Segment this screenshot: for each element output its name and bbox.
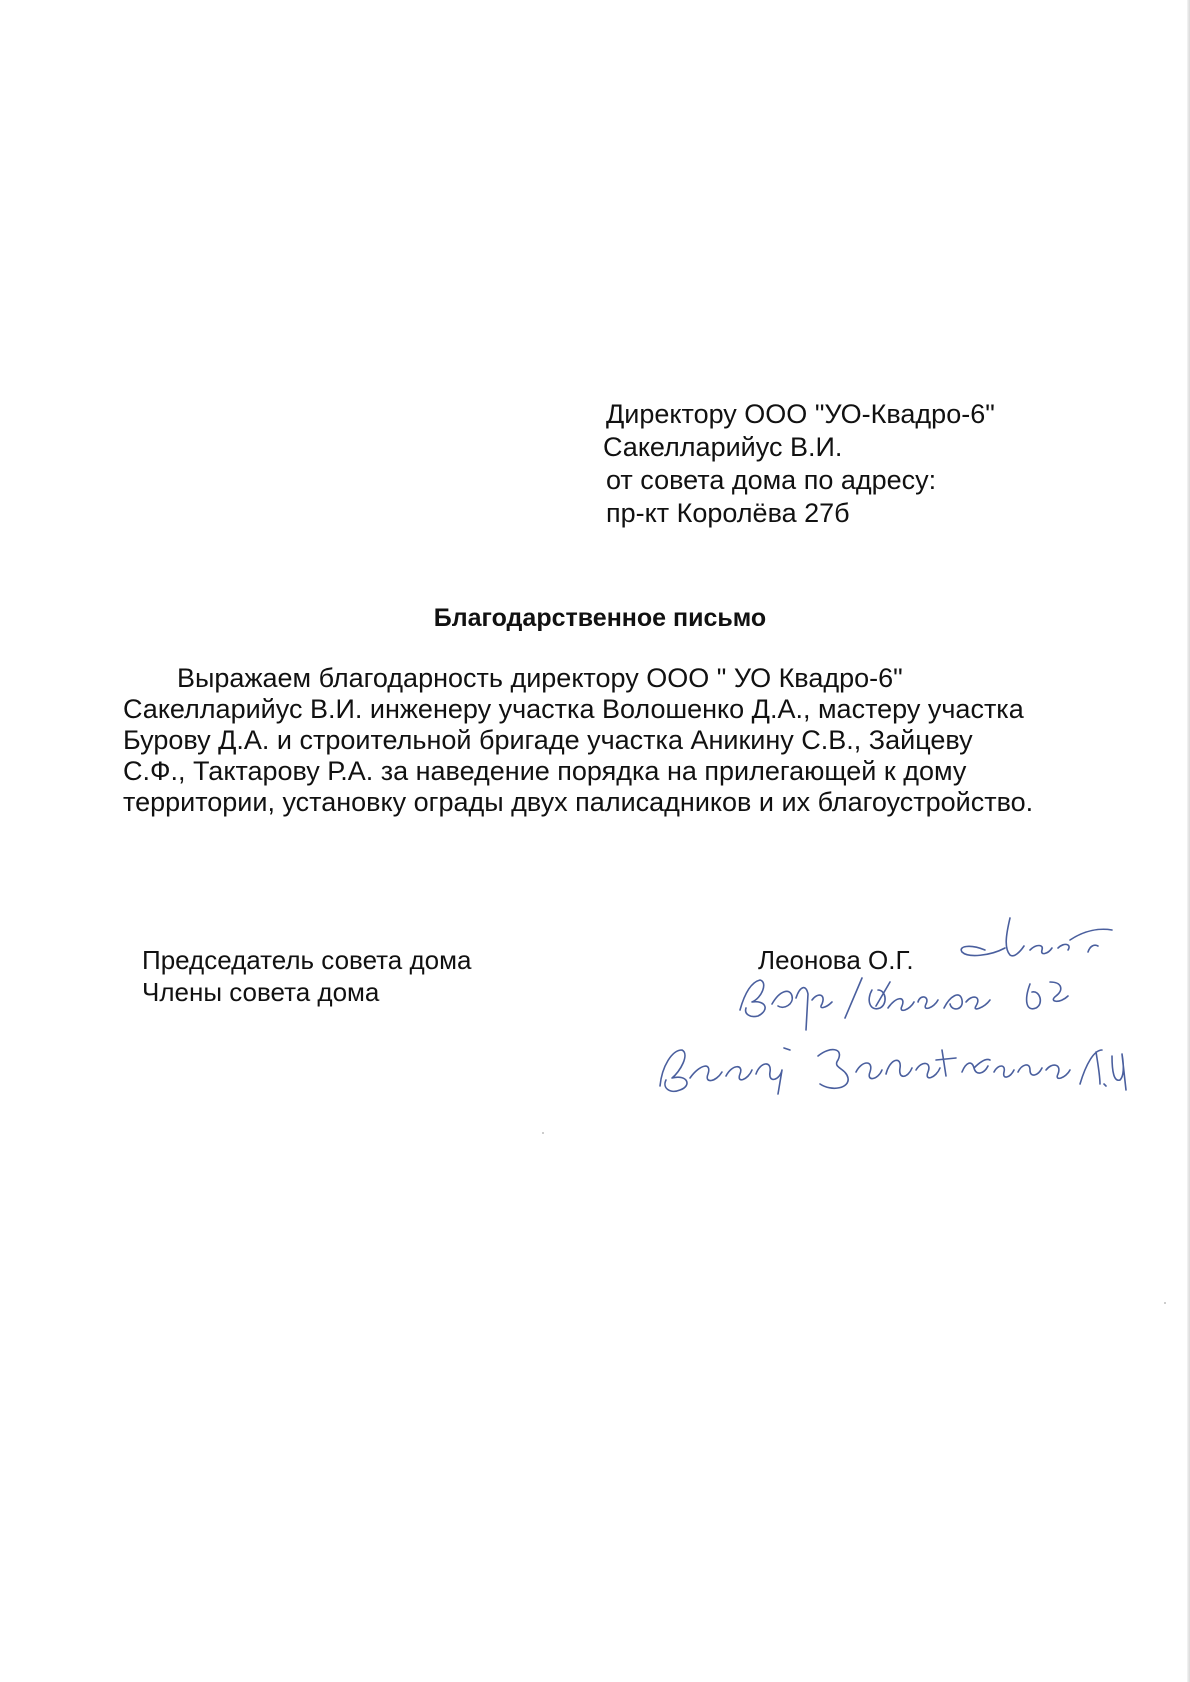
- scan-speck: [542, 1132, 544, 1134]
- body-line-5: территории, установку ограды двух палисадников и их благоустройство.: [123, 787, 1034, 817]
- scan-speck: [1164, 1302, 1166, 1304]
- signature-zabotkina: [660, 1048, 1126, 1094]
- body-line-4: С.Ф., Тактарову Р.А. за наведение порядка на прилегающей к дому: [123, 756, 967, 786]
- addressee-line-address: пр-кт Королёва 27б: [606, 498, 850, 528]
- addressee-line-director: Директору ООО "УО-Квадро-6": [606, 399, 995, 429]
- body-line-1: Выражаем благодарность директору ООО " УО Квадро-6": [177, 663, 903, 693]
- body-line-3: Бурову Д.А. и строительной бригаде участка Аникину С.В., Зайцеву: [123, 725, 973, 755]
- signature-leonova: [961, 918, 1112, 956]
- signature-yurova: [740, 978, 1068, 1030]
- chair-role: Председатель совета дома: [142, 945, 472, 975]
- letter-title-text: Благодарственное письмо: [433, 604, 767, 632]
- addressee-line-name: Сакелларийус В.И.: [603, 432, 843, 462]
- members-role: Члены совета дома: [142, 977, 380, 1007]
- body-line-2: Сакелларийус В.И. инженеру участка Волошенко Д.А., мастеру участка: [123, 694, 1024, 724]
- chair-name: Леонова О.Г.: [758, 945, 914, 975]
- addressee-line-from: от совета дома по адресу:: [606, 465, 937, 495]
